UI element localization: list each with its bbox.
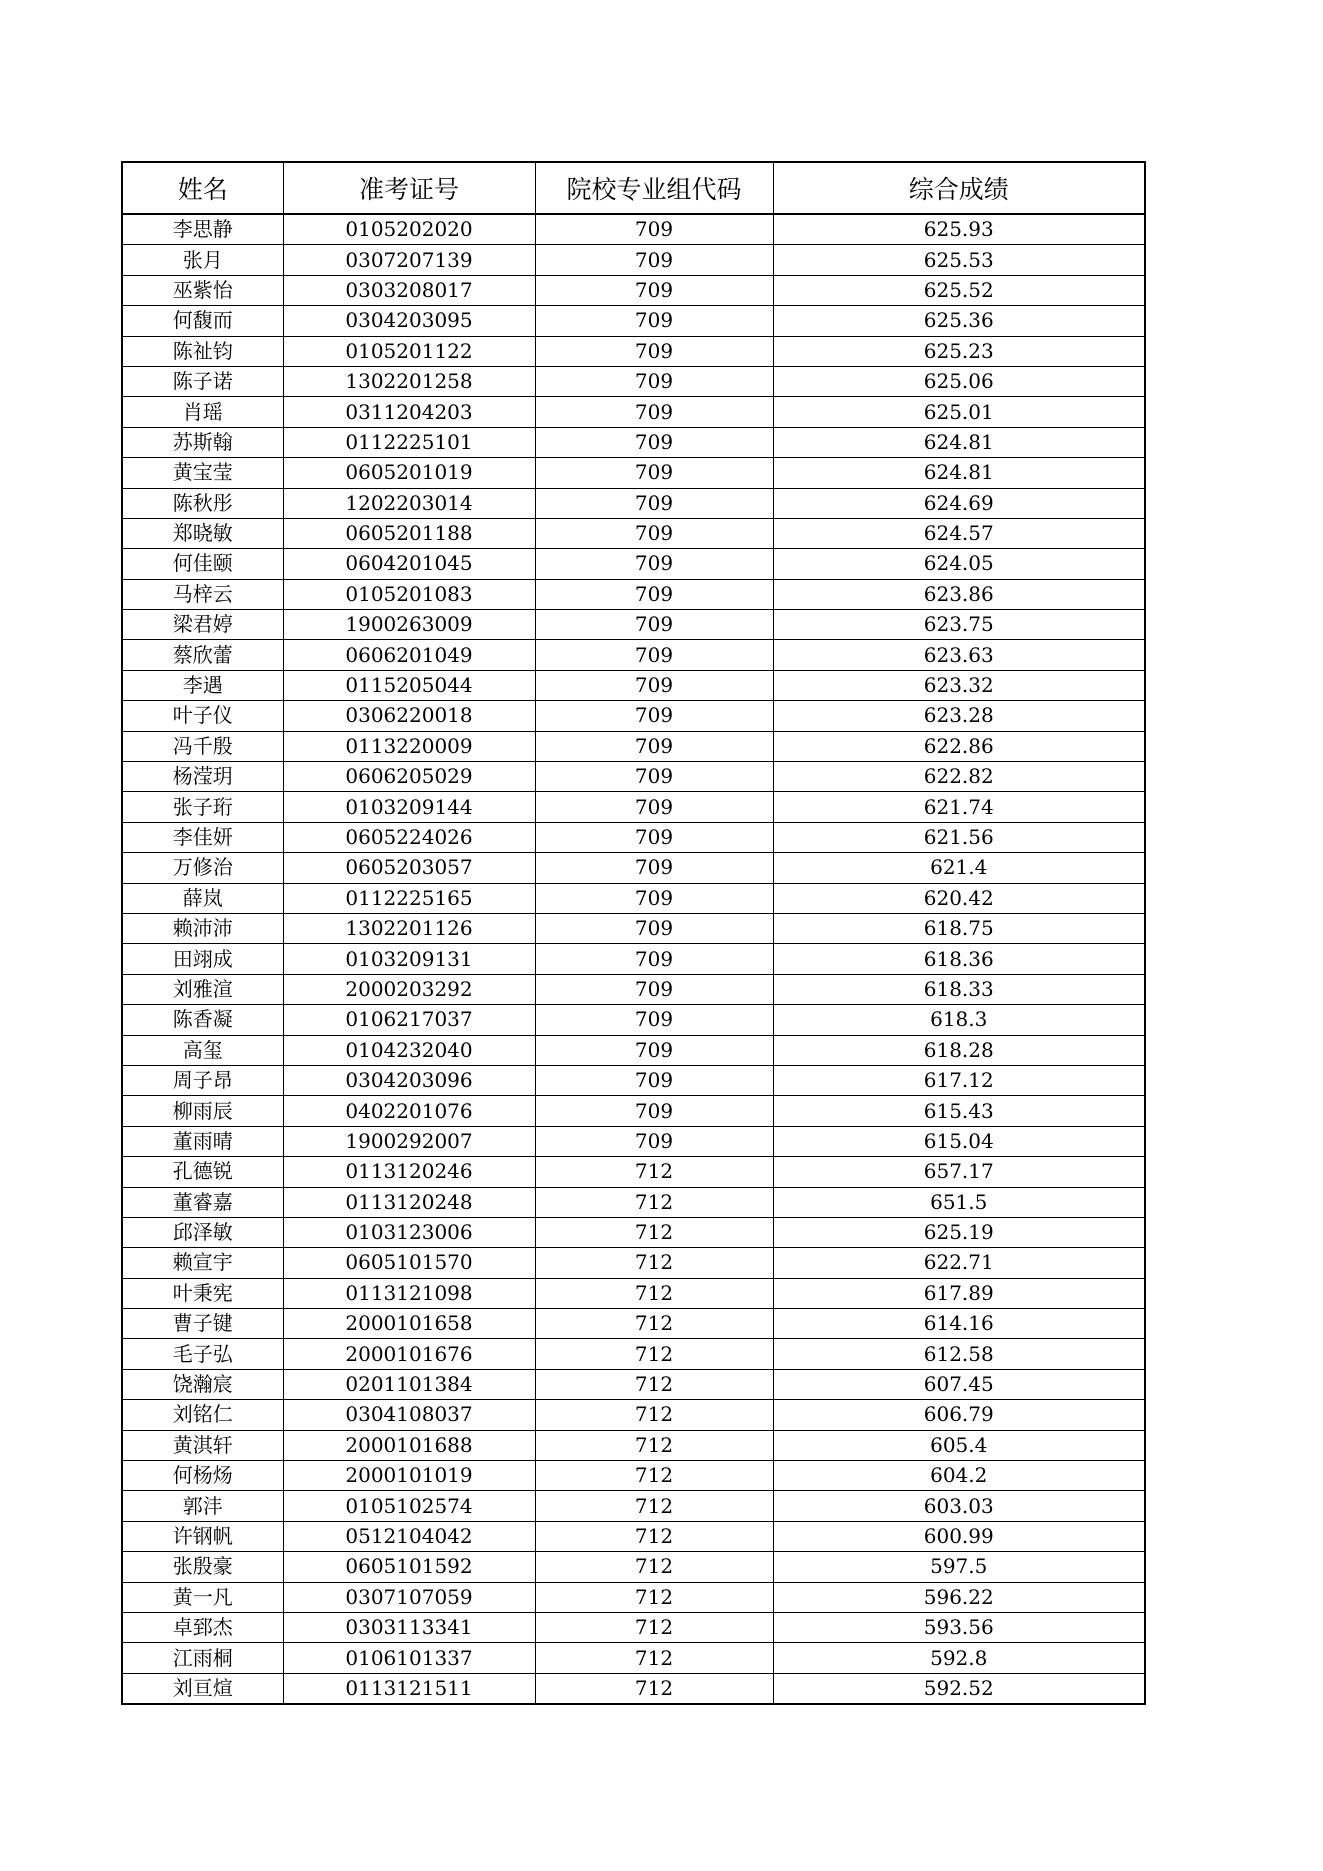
cell-exam-id: 0105102574 — [283, 1491, 535, 1521]
cell-score: 623.32 — [773, 670, 1145, 700]
cell-exam-id: 0106217037 — [283, 1005, 535, 1035]
cell-exam-id: 1302201258 — [283, 366, 535, 396]
cell-score: 625.36 — [773, 306, 1145, 336]
cell-exam-id: 0605201188 — [283, 518, 535, 548]
cell-name: 何杨炀 — [122, 1461, 283, 1491]
cell-name: 叶子仪 — [122, 701, 283, 731]
cell-group-code: 709 — [535, 701, 773, 731]
cell-name: 陈子诺 — [122, 366, 283, 396]
table-body — [122, 214, 1145, 1704]
cell-exam-id: 0304108037 — [283, 1400, 535, 1430]
cell-score: 603.03 — [773, 1491, 1145, 1521]
cell-exam-id: 0306220018 — [283, 701, 535, 731]
cell-exam-id: 0113220009 — [283, 731, 535, 761]
table-row — [122, 518, 1145, 548]
table-row — [122, 883, 1145, 913]
cell-score: 615.43 — [773, 1096, 1145, 1126]
cell-exam-id: 0605203057 — [283, 853, 535, 883]
cell-score: 625.01 — [773, 397, 1145, 427]
cell-group-code: 712 — [535, 1673, 773, 1704]
table-row — [122, 762, 1145, 792]
table-row — [122, 1035, 1145, 1065]
cell-name: 杨滢玥 — [122, 762, 283, 792]
cell-score: 624.81 — [773, 458, 1145, 488]
table-row — [122, 1643, 1145, 1673]
cell-exam-id: 1900292007 — [283, 1126, 535, 1156]
cell-exam-id: 0103209144 — [283, 792, 535, 822]
cell-group-code: 709 — [535, 549, 773, 579]
cell-score: 615.04 — [773, 1126, 1145, 1156]
cell-score: 624.05 — [773, 549, 1145, 579]
table-row — [122, 1339, 1145, 1369]
cell-exam-id: 1302201126 — [283, 913, 535, 943]
cell-name: 黄淇轩 — [122, 1430, 283, 1460]
cell-group-code: 709 — [535, 1065, 773, 1095]
cell-name: 梁君婷 — [122, 610, 283, 640]
cell-score: 621.56 — [773, 822, 1145, 852]
table-row — [122, 1157, 1145, 1187]
results-table — [121, 161, 1146, 1705]
table-row — [122, 974, 1145, 1004]
cell-exam-id: 0106101337 — [283, 1643, 535, 1673]
cell-exam-id: 0303208017 — [283, 275, 535, 305]
cell-exam-id: 0512104042 — [283, 1521, 535, 1551]
cell-name: 高玺 — [122, 1035, 283, 1065]
cell-name: 曹子键 — [122, 1309, 283, 1339]
cell-group-code: 709 — [535, 944, 773, 974]
table-row — [122, 913, 1145, 943]
cell-exam-id: 2000203292 — [283, 974, 535, 1004]
table-row — [122, 1673, 1145, 1704]
cell-exam-id: 0105202020 — [283, 214, 535, 245]
cell-score: 657.17 — [773, 1157, 1145, 1187]
cell-name: 郭沣 — [122, 1491, 283, 1521]
cell-name: 董雨晴 — [122, 1126, 283, 1156]
table-row — [122, 640, 1145, 670]
cell-group-code: 709 — [535, 397, 773, 427]
cell-group-code: 709 — [535, 458, 773, 488]
table-row — [122, 944, 1145, 974]
table-row — [122, 1309, 1145, 1339]
cell-group-code: 712 — [535, 1369, 773, 1399]
cell-score: 607.45 — [773, 1369, 1145, 1399]
header-name: 姓名 — [122, 162, 283, 214]
cell-score: 618.28 — [773, 1035, 1145, 1065]
table-header — [122, 162, 1145, 214]
table-row — [122, 1552, 1145, 1582]
cell-exam-id: 0604201045 — [283, 549, 535, 579]
cell-group-code: 709 — [535, 275, 773, 305]
cell-name: 郑晓敏 — [122, 518, 283, 548]
cell-score: 625.19 — [773, 1217, 1145, 1247]
header-score: 综合成绩 — [773, 162, 1145, 214]
cell-score: 606.79 — [773, 1400, 1145, 1430]
cell-exam-id: 1900263009 — [283, 610, 535, 640]
cell-name: 毛子弘 — [122, 1339, 283, 1369]
table-row — [122, 1582, 1145, 1612]
cell-exam-id: 0605224026 — [283, 822, 535, 852]
table-row — [122, 792, 1145, 822]
cell-score: 597.5 — [773, 1552, 1145, 1582]
cell-exam-id: 0104232040 — [283, 1035, 535, 1065]
cell-score: 621.4 — [773, 853, 1145, 883]
cell-name: 李遇 — [122, 670, 283, 700]
cell-name: 卓郅杰 — [122, 1612, 283, 1642]
table-row — [122, 610, 1145, 640]
cell-group-code: 709 — [535, 366, 773, 396]
cell-score: 600.99 — [773, 1521, 1145, 1551]
table-row — [122, 853, 1145, 883]
cell-exam-id: 0402201076 — [283, 1096, 535, 1126]
table-row — [122, 488, 1145, 518]
cell-name: 陈祉钧 — [122, 336, 283, 366]
cell-exam-id: 0201101384 — [283, 1369, 535, 1399]
cell-score: 612.58 — [773, 1339, 1145, 1369]
table-row — [122, 1521, 1145, 1551]
cell-group-code: 709 — [535, 610, 773, 640]
cell-name: 赖宣宇 — [122, 1248, 283, 1278]
cell-group-code: 712 — [535, 1248, 773, 1278]
cell-score: 617.89 — [773, 1278, 1145, 1308]
table-row — [122, 336, 1145, 366]
table-row — [122, 1491, 1145, 1521]
cell-score: 622.82 — [773, 762, 1145, 792]
cell-name: 张月 — [122, 245, 283, 275]
table-row — [122, 397, 1145, 427]
cell-name: 冯千殷 — [122, 731, 283, 761]
cell-group-code: 709 — [535, 306, 773, 336]
cell-exam-id: 0113120246 — [283, 1157, 535, 1187]
cell-score: 618.75 — [773, 913, 1145, 943]
cell-group-code: 712 — [535, 1552, 773, 1582]
cell-exam-id: 0606201049 — [283, 640, 535, 670]
cell-score: 625.53 — [773, 245, 1145, 275]
cell-exam-id: 0304203096 — [283, 1065, 535, 1095]
table-row — [122, 427, 1145, 457]
cell-group-code: 709 — [535, 974, 773, 1004]
cell-exam-id: 0307107059 — [283, 1582, 535, 1612]
table-row — [122, 1065, 1145, 1095]
cell-group-code: 712 — [535, 1491, 773, 1521]
cell-name: 何馥而 — [122, 306, 283, 336]
cell-exam-id: 2000101019 — [283, 1461, 535, 1491]
cell-score: 605.4 — [773, 1430, 1145, 1460]
cell-name: 巫紫怡 — [122, 275, 283, 305]
cell-name: 张子珩 — [122, 792, 283, 822]
cell-exam-id: 2000101688 — [283, 1430, 535, 1460]
cell-score: 625.23 — [773, 336, 1145, 366]
cell-group-code: 709 — [535, 1035, 773, 1065]
table-row — [122, 275, 1145, 305]
cell-name: 许钢帆 — [122, 1521, 283, 1551]
cell-name: 田翊成 — [122, 944, 283, 974]
cell-score: 596.22 — [773, 1582, 1145, 1612]
cell-name: 肖瑶 — [122, 397, 283, 427]
cell-exam-id: 0304203095 — [283, 306, 535, 336]
cell-name: 黄宝莹 — [122, 458, 283, 488]
cell-name: 陈香凝 — [122, 1005, 283, 1035]
cell-exam-id: 0105201083 — [283, 579, 535, 609]
cell-name: 黄一凡 — [122, 1582, 283, 1612]
cell-group-code: 712 — [535, 1612, 773, 1642]
table-row — [122, 1005, 1145, 1035]
cell-name: 周子昂 — [122, 1065, 283, 1095]
cell-score: 625.93 — [773, 214, 1145, 245]
cell-name: 柳雨辰 — [122, 1096, 283, 1126]
cell-exam-id: 0112225101 — [283, 427, 535, 457]
cell-group-code: 709 — [535, 792, 773, 822]
cell-group-code: 709 — [535, 670, 773, 700]
cell-group-code: 709 — [535, 1005, 773, 1035]
cell-group-code: 712 — [535, 1461, 773, 1491]
cell-group-code: 712 — [535, 1339, 773, 1369]
table-row — [122, 670, 1145, 700]
cell-group-code: 709 — [535, 579, 773, 609]
cell-group-code: 709 — [535, 214, 773, 245]
cell-name: 苏斯翰 — [122, 427, 283, 457]
cell-exam-id: 0605201019 — [283, 458, 535, 488]
cell-score: 592.52 — [773, 1673, 1145, 1704]
cell-group-code: 712 — [535, 1217, 773, 1247]
cell-group-code: 712 — [535, 1643, 773, 1673]
cell-group-code: 709 — [535, 1096, 773, 1126]
cell-name: 李佳妍 — [122, 822, 283, 852]
cell-group-code: 709 — [535, 336, 773, 366]
cell-exam-id: 0303113341 — [283, 1612, 535, 1642]
cell-group-code: 712 — [535, 1430, 773, 1460]
cell-score: 623.28 — [773, 701, 1145, 731]
cell-group-code: 712 — [535, 1309, 773, 1339]
table-row — [122, 549, 1145, 579]
table-row — [122, 701, 1145, 731]
table-row — [122, 1248, 1145, 1278]
cell-score: 592.8 — [773, 1643, 1145, 1673]
cell-name: 蔡欣蕾 — [122, 640, 283, 670]
cell-exam-id: 0113121098 — [283, 1278, 535, 1308]
cell-name: 邱泽敏 — [122, 1217, 283, 1247]
table-row — [122, 1187, 1145, 1217]
table-row — [122, 1430, 1145, 1460]
header-row — [122, 162, 1145, 214]
cell-score: 621.74 — [773, 792, 1145, 822]
table-row — [122, 1217, 1145, 1247]
cell-name: 董睿嘉 — [122, 1187, 283, 1217]
cell-score: 624.57 — [773, 518, 1145, 548]
cell-group-code: 712 — [535, 1157, 773, 1187]
cell-score: 625.52 — [773, 275, 1145, 305]
cell-exam-id: 0605101570 — [283, 1248, 535, 1278]
cell-score: 623.75 — [773, 610, 1145, 640]
cell-name: 张殷豪 — [122, 1552, 283, 1582]
cell-group-code: 709 — [535, 913, 773, 943]
table-row — [122, 1461, 1145, 1491]
cell-exam-id: 1202203014 — [283, 488, 535, 518]
table-row — [122, 366, 1145, 396]
cell-name: 孔德锐 — [122, 1157, 283, 1187]
cell-group-code: 709 — [535, 822, 773, 852]
cell-score: 614.16 — [773, 1309, 1145, 1339]
cell-group-code: 709 — [535, 640, 773, 670]
cell-exam-id: 0105201122 — [283, 336, 535, 366]
table-row — [122, 1096, 1145, 1126]
cell-score: 625.06 — [773, 366, 1145, 396]
header-group-code: 院校专业组代码 — [535, 162, 773, 214]
table-row — [122, 245, 1145, 275]
cell-score: 624.81 — [773, 427, 1145, 457]
table-row — [122, 214, 1145, 245]
cell-group-code: 709 — [535, 762, 773, 792]
cell-group-code: 709 — [535, 1126, 773, 1156]
table-row — [122, 1278, 1145, 1308]
table-row — [122, 458, 1145, 488]
cell-score: 624.69 — [773, 488, 1145, 518]
header-exam-id: 准考证号 — [283, 162, 535, 214]
cell-name: 李思静 — [122, 214, 283, 245]
cell-group-code: 712 — [535, 1187, 773, 1217]
cell-name: 刘雅渲 — [122, 974, 283, 1004]
cell-score: 618.36 — [773, 944, 1145, 974]
cell-name: 刘铭仁 — [122, 1400, 283, 1430]
cell-group-code: 712 — [535, 1400, 773, 1430]
cell-name: 马梓云 — [122, 579, 283, 609]
cell-group-code: 709 — [535, 245, 773, 275]
cell-exam-id: 0605101592 — [283, 1552, 535, 1582]
cell-exam-id: 0113121511 — [283, 1673, 535, 1704]
cell-exam-id: 0115205044 — [283, 670, 535, 700]
cell-name: 何佳颐 — [122, 549, 283, 579]
cell-name: 江雨桐 — [122, 1643, 283, 1673]
table-row — [122, 1612, 1145, 1642]
cell-score: 593.56 — [773, 1612, 1145, 1642]
cell-group-code: 709 — [535, 427, 773, 457]
table-row — [122, 731, 1145, 761]
table-row — [122, 1400, 1145, 1430]
cell-name: 赖沛沛 — [122, 913, 283, 943]
cell-group-code: 709 — [535, 883, 773, 913]
cell-exam-id: 0112225165 — [283, 883, 535, 913]
cell-score: 622.71 — [773, 1248, 1145, 1278]
cell-exam-id: 0311204203 — [283, 397, 535, 427]
cell-name: 万修治 — [122, 853, 283, 883]
cell-exam-id: 2000101658 — [283, 1309, 535, 1339]
cell-score: 604.2 — [773, 1461, 1145, 1491]
cell-name: 陈秋彤 — [122, 488, 283, 518]
cell-group-code: 709 — [535, 731, 773, 761]
cell-score: 623.63 — [773, 640, 1145, 670]
table-row — [122, 1369, 1145, 1399]
table-row — [122, 579, 1145, 609]
table-row — [122, 1126, 1145, 1156]
cell-exam-id: 0113120248 — [283, 1187, 535, 1217]
cell-score: 620.42 — [773, 883, 1145, 913]
table-row — [122, 306, 1145, 336]
cell-group-code: 709 — [535, 488, 773, 518]
cell-score: 618.33 — [773, 974, 1145, 1004]
cell-group-code: 709 — [535, 518, 773, 548]
cell-score: 651.5 — [773, 1187, 1145, 1217]
cell-score: 623.86 — [773, 579, 1145, 609]
cell-exam-id: 0307207139 — [283, 245, 535, 275]
cell-score: 622.86 — [773, 731, 1145, 761]
cell-group-code: 712 — [535, 1278, 773, 1308]
cell-score: 618.3 — [773, 1005, 1145, 1035]
cell-name: 饶瀚宸 — [122, 1369, 283, 1399]
cell-exam-id: 0103123006 — [283, 1217, 535, 1247]
cell-name: 薛岚 — [122, 883, 283, 913]
cell-name: 叶秉宪 — [122, 1278, 283, 1308]
cell-exam-id: 2000101676 — [283, 1339, 535, 1369]
cell-group-code: 712 — [535, 1582, 773, 1612]
cell-group-code: 712 — [535, 1521, 773, 1551]
cell-exam-id: 0103209131 — [283, 944, 535, 974]
cell-score: 617.12 — [773, 1065, 1145, 1095]
cell-group-code: 709 — [535, 853, 773, 883]
cell-name: 刘亘煊 — [122, 1673, 283, 1704]
cell-exam-id: 0606205029 — [283, 762, 535, 792]
table-row — [122, 822, 1145, 852]
